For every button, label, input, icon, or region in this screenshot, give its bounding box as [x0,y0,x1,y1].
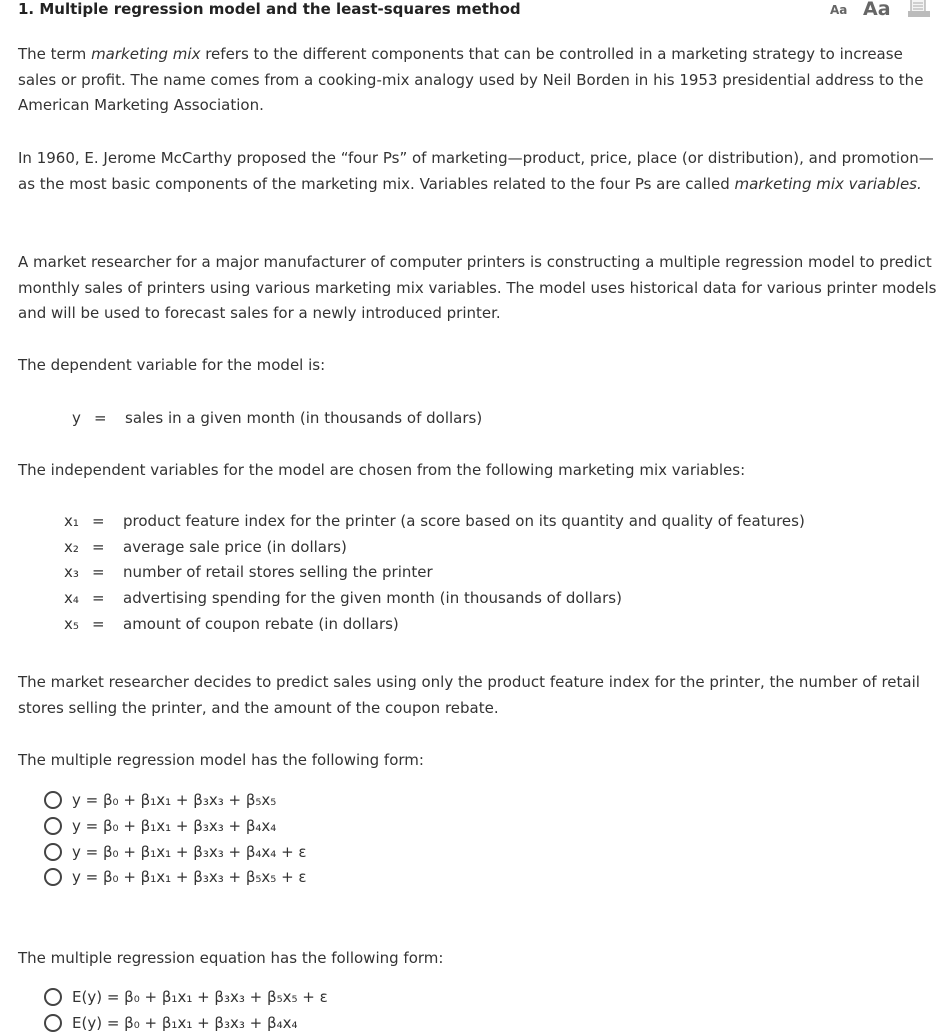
dependent-heading: The dependent variable for the model is: [18,356,326,374]
equals-sign: = [94,409,107,427]
model-option-4[interactable] [44,866,307,888]
radio-button[interactable] [44,791,62,809]
radio-button[interactable] [44,1014,62,1032]
radio-button[interactable] [44,868,62,886]
dependent-variable [64,406,482,432]
model-heading: The multiple regression model has the following form: [18,751,424,769]
paragraph-researcher: A market researcher for a major manufacturer of computer printers is constructing a multiple regression model to predict monthly sales of printers using various marketing mix variables. The model uses historical data for various printer models and will be used to forecast sales for a newly introduced printer. [18,253,937,323]
radio-button[interactable] [44,843,62,861]
equation-heading: The multiple regression equation has the following form: [18,949,444,967]
paragraph-marketing-mix: The term marketing mix refers to the different components that can be controlled in a marketing strategy to increase sales or profit. The name comes from a cooking-mix analogy used by Neil Borden in his 1953 presidential address to the American Marketing Association. [18,45,924,115]
option-label: y = β₀ + β₁x₁ + β₃x₃ + β₅x₅ [72,791,277,809]
variable-row: x₁ = product feature index for the printer (a score based on its quantity and quality of features) [64,512,805,530]
model-option-2[interactable] [44,815,276,837]
independent-heading: The independent variables for the model are chosen from the following marketing mix variables: [18,461,746,479]
variable-row: x₂ = average sale price (in dollars) [64,537,347,556]
model-option-1[interactable] [44,789,276,811]
variable-row: x₄ = advertising spending for the given month (in thousands of dollars) [64,589,622,608]
page-title: 1. Multiple regression model and the least-squares method [18,0,521,18]
model-option-3[interactable] [44,841,307,863]
radio-button[interactable] [44,817,62,835]
dependent-description: sales in a given month (in thousands of dollars) [125,409,483,427]
print-icon[interactable] [908,0,930,18]
paragraph-four-ps: In 1960, E. Jerome McCarthy proposed the “four Ps” of marketing—product, price, place (or distribution), and promotion—as the most basic components of the marketing mix. Variables related to the four Ps are called marketing mix variables. [18,149,934,193]
variable-row: x₃ = number of retail stores selling the printer [64,563,433,582]
dependent-symbol: y [72,409,81,427]
font-size-large-button[interactable]: Aa [863,0,891,20]
font-size-small-button[interactable]: Aa [830,3,848,17]
option-label: y = β₀ + β₁x₁ + β₃x₃ + β₄x₄ [72,817,277,835]
radio-button[interactable] [44,988,62,1006]
option-label: y = β₀ + β₁x₁ + β₃x₃ + β₄x₄ + ε [72,843,307,861]
equation-option-1[interactable] [44,986,328,1008]
option-label: E(y) = β₀ + β₁x₁ + β₃x₃ + β₅x₅ + ε [72,988,328,1006]
option-label: y = β₀ + β₁x₁ + β₃x₃ + β₅x₅ + ε [72,868,307,886]
option-label: E(y) = β₀ + β₁x₁ + β₃x₃ + β₄x₄ [72,1014,298,1032]
variable-row: x₅ = amount of coupon rebate (in dollars) [64,614,399,633]
paragraph-decision: The market researcher decides to predict sales using only the product feature index for the printer, the number of retail stores selling the printer, and the amount of the coupon rebate. [18,673,920,717]
equation-option-2[interactable] [44,1012,298,1034]
header [18,0,938,22]
independent-variables-list [64,509,805,637]
